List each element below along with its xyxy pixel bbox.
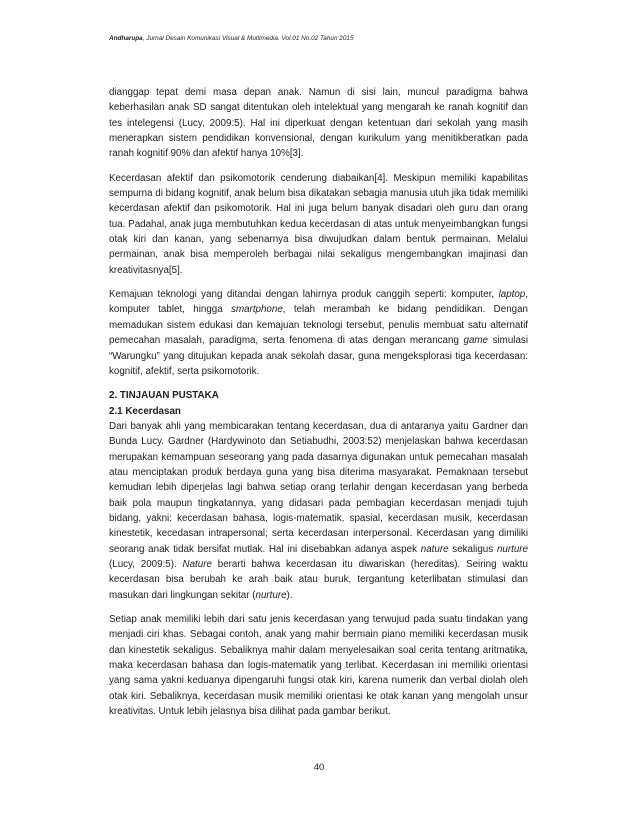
intro-paragraph-2: Kecerdasan afektif dan psikomotorik cenderung diabaikan[4]. Meskipun memiliki kapabilitas sempurna di bidang kognitif, anak belum bisa dikatakan sebagia manusia utuh jika tidak memiliki kecerdasan afektif dan psikomotorik. Hal ini juga belum banyak disadari oleh guru dan orang tua. Padahal, anak juga membutuhkan kedua kecerdasan di atas untuk menyeimbangkan fungsi otak kiri dan kanan, yang sebenarnya bisa diwujudkan dalam bentuk permainan. Melalui permainan, anak bisa memperoleh berbagai nilai sekaligus mengembangkan imajinasi dan kreativitasnya[5]. <box>109 172 528 276</box>
italic-term: nurture <box>496 543 528 555</box>
section-paragraph-2: Setiap anak memiliki lebih dari satu jenis kecerdasan yang terwujud pada suatu tindakan yang menjadi ciri khas. Sebagai contoh, anak yang mahir bermain piano memiliki kecerdasan musik dan kinestetik sekaligus. Sebaliknya mahir dalam menyelesaikan soal cerita tentang aritmatika, maka kecerdasan bahasa dan logis-matematik yang terlibat. Kecerdasan ini memiliki orientasi yang sama yakni keduanya dipengaruhi fungsi otak kiri, karena numerik dan verbal diolah oleh otak kiri. Sebaliknya, kecerdasan musik memiliki orientasi ke otak kanan yang mengolah unsur kreativitas. Untuk lebih jelasnya bisa dilihat pada gambar berikut. <box>109 614 528 718</box>
header-author: Andharupa <box>109 35 143 42</box>
italic-term: game <box>463 335 489 347</box>
body-text <box>109 85 528 719</box>
subsection-heading: 2.1 Kecerdasan <box>109 405 181 417</box>
intro-paragraph-1: dianggap tepat demi masa depan anak. Namun di sisi lain, muncul paradigma bahwa keberhasilan anak SD sangat ditentukan oleh intelektual yang mengarah ke ranah kognitif dan tes intelegensi (Lucy, 2009:5). Hal ini diperkuat dengan ketentuan dari sekolah yang masih menerapkan sistem pendidikan konvensional, dengan kurikulum yang menitikberatkan pada ranah kognitif 90% dan afektif hanya 10%[3]. <box>109 87 528 160</box>
italic-term: Nature <box>182 558 212 570</box>
section-paragraph-1: Dari banyak ahli yang membicarakan tentang kecerdasan, dua di antaranya yaitu Gardner dan Bunda Lucy. Gardner (Hardywinoto dan Setiabudhi, 2003:52) menjelaskan bahwa kecerdasan merupakan kemampuan seseorang yang pada dasarnya digunakan untuk pemecahan masalah atau menciptakan produk berdaya guna yang bisa diterima masyarakat. Pemaknaan tersebut kemudian lebih diperjelas lagi bahwa setiap orang terlahir dengan kecerdasan yang berbeda baik pola maupun tingkatannya, yang didasari pada pembagian kecerdasan menjadi tujuh bidang, yakni: kecerdasan bahasa, logis-matematik, spasial, kecerdasan musik, kecerdasan kinestetik, kecedasan intrapersonal; serta kecerdasan interpersonal. Kecerdasan yang dimiliki seorang anak tidak bersifat mutlak. Hal ini disebabkan adanya aspek nature sekaligus nurture (Lucy, 2009:5). Nature berarti bahwa kecerdasan itu diwariskan (hereditas). Seiring waktu kecerdasan bisa berubah ke arah baik atau buruk, tergantung keterlibatan stimulasi dan masukan dari lingkungan sekitar (nurture). <box>109 420 528 601</box>
section-heading: 2. TINJAUAN PUSTAKA <box>109 390 219 402</box>
intro-paragraph-3: Kemajuan teknologi yang ditandai dengan lahirnya produk canggih seperti: komputer, laptop, komputer tablet, hingga smartphone, telah merambah ke bidang pendidikan. Dengan memadukan sistem edukasi dan kemajuan teknologi tersebut, penulis membuat satu alternatif pemecahan masalah, paradigma, serta fenomena di atas dengan merancang game simulasi “Warungku” yang ditujukan kepada anak sekolah dasar, guna mengeksplorasi tiga kecerdasan: kognitif, afektif, serta psikomotorik. <box>109 289 528 377</box>
page-number: 40 <box>313 762 325 773</box>
italic-term: nature <box>420 543 449 555</box>
header-journal: , Jurnal Desain Komunikasi Visual & Multimedia. Vol.01 No.02 Tahun 2015 <box>142 35 354 42</box>
running-header <box>109 34 539 43</box>
italic-term: smartphone <box>231 304 283 316</box>
italic-term: nurture <box>255 589 287 601</box>
italic-term: laptop <box>498 289 526 301</box>
